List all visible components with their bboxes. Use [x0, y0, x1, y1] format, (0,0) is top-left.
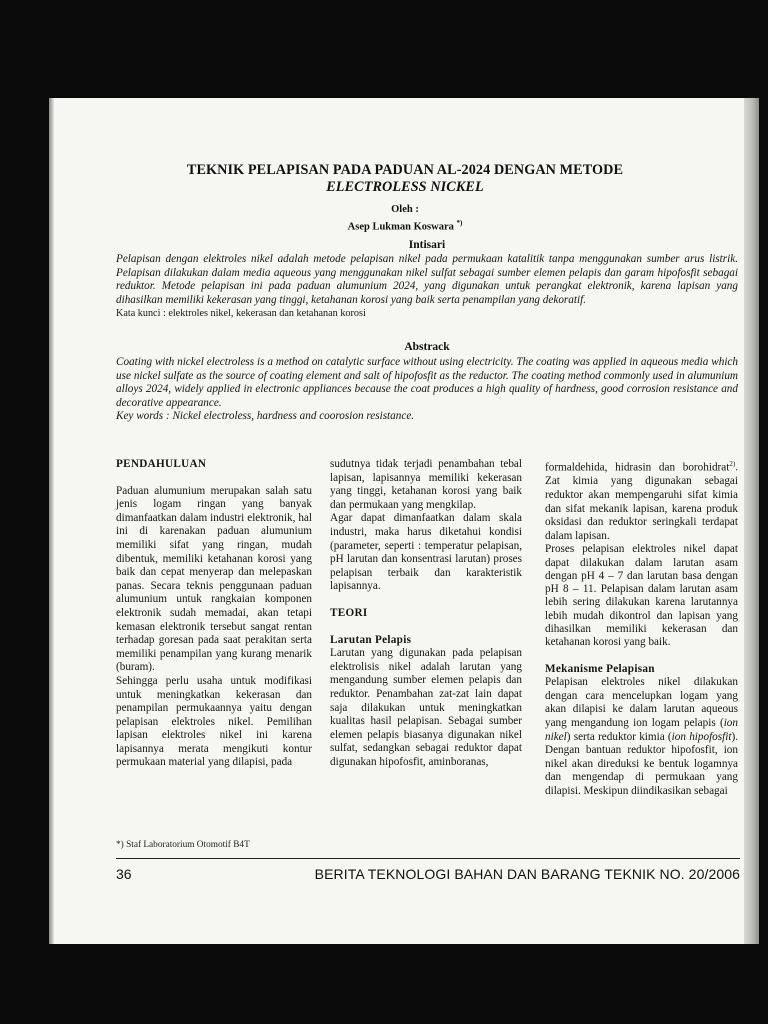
mek-ion-hipofosfit: ion hipofosfit	[671, 730, 732, 743]
running-footer-title: BERITA TEKNOLOGI BAHAN DAN BARANG TEKNIK NO. 20/2006	[314, 866, 740, 882]
byline-label: Oleh :	[391, 204, 419, 215]
column-2	[330, 458, 522, 769]
col2-paragraph-2: Agar dapat dimanfaatkan dalam skala industri, maka harus diketahui kondisi (parameter, seperti : temperatur pelapisan, pH larutan dan konsentrasi larutan) proses pelapisan terbaik dan karakteristik lapisannya.	[330, 512, 522, 593]
author-footnote: *) Staf Laboratorium Otomotif B4T	[116, 840, 250, 850]
col3-paragraph-2	[545, 543, 738, 649]
mek-c: ). Dengan bantuan reduktor hipofosfit, ion nikel akan direduksi ke bentuk logamnya dan mengendap di permukaan yang dilapisi. Meskipun diindikasikan sebagai	[545, 730, 738, 798]
author-footnote-mark: *)	[456, 218, 463, 227]
intisari-section	[116, 253, 738, 321]
page-left-shadow	[49, 98, 54, 944]
intisari-keywords: Kata kunci : elektroles nikel, kekerasan dan ketahanan korosi	[116, 308, 366, 320]
paper-title	[120, 162, 690, 196]
mekanisme-heading: Mekanisme Pelapisan	[545, 662, 655, 675]
intisari-body: Pelapisan dengan elektroles nikel adalah metode pelapisan nikel pada permukaan katalitik tanpa menggunakan sumber arus listrik. Pelapisan dilakukan dalam media aqueous yang menggunakan nikel sulfat sebagai sumber elemen pelapis dan garam hipofosfit sebagai reduktor. Metode pelapisan ini pada paduan alumunium 2024, yang digunakan untuk perangkat elektronik, karena lapisan yang dihasilkan memiliki kekerasan yang tinggi, ketahanan korosi yang baik serta penampilan yang dekoratif.	[116, 253, 738, 306]
mek-b: ) serta reduktor kimia (	[566, 730, 672, 743]
author-line	[270, 217, 540, 234]
column-1	[116, 458, 312, 770]
title-line-2: ELECTROLESS NICKEL	[326, 179, 484, 195]
abstrack-section	[116, 356, 738, 424]
intisari-heading: Intisari	[408, 239, 446, 251]
col2-paragraph-1: sudutnya tidak terjadi penambahan tebal lapisan, lapisannya memiliki kekerasan yang tinggi, ketahanan korosi yang baik dan permukaan yang mengkilap.	[330, 458, 522, 511]
abstrack-body: Coating with nickel electroless is a method on catalytic surface without using electricity. The coating was applied in aqueous media which use nickel sulfate as the source of coating element and salt of hipofosfit as the reductor. The coating method commonly used in alumunium alloys 2024, widely applied in electronic appliances because the coat produces a high quality of hardness, good corrosion resistance and decorative appearance.	[116, 356, 738, 409]
abstrack-keywords: Key words : Nickel electroless, hardness and coorosion resistance.	[116, 410, 415, 423]
citation-mark: 2)	[729, 460, 736, 468]
pendahuluan-paragraph-2: Sehingga perlu usaha untuk modifikasi untuk meningkatkan kekerasan dan penampilan permukaannya yaitu dengan pelapisan elektroles nikel. Pemilihan lapisan elektroles nikel ini karena lapisannya merata mengikuti kontur permukaan material yang dilapisi, pada	[116, 674, 312, 769]
larutan-pelapis-paragraph: Larutan yang digunakan pada pelapisan elektrolisis nikel adalah larutan yang mengandung sumber elemen pelapis dan reduktor. Penambahan zat-zat lain dapat saja dilakukan untuk meningkatkan kualitas hasil pelapisan. Sebagai sumber elemen pelapis biasanya digunakan nikel sulfat, sedangkan sebagai reduktor dapat digunakan hipofosfit, aminboranas,	[330, 647, 522, 768]
pendahuluan-paragraph-1: Paduan alumunium merupakan salah satu jenis logam ringan yang banyak dimanfaatkan dalam industri elektronik, hal ini di karenakan paduan alumunium memiliki sifat yang ringan, mudah dibentuk, memiliki ketahanan korosi yang baik dan cepat menyerap dan melepaskan panas. Secara teknis penggunaan paduan alumunium untuk rangkaian komponen elektronik sudah memadai, akan tetapi kemasan elektronik tersebut sangat rentan terhadap goresan pada saat perakitan serta memiliki penampilan yang kurang menarik (buram).	[116, 484, 312, 674]
page-right-edge	[744, 98, 759, 944]
mek-a: Pelapisan elektroles nikel dilakukan dengan cara mencelupkan logam yang akan dilapisi ke dalam larutan aqueous yang mengandung ion logam pelapis (	[545, 676, 738, 730]
col3-paragraph-1	[545, 458, 738, 543]
mekanisme-paragraph	[545, 676, 738, 798]
larutan-pelapis-heading: Larutan Pelapis	[330, 633, 412, 646]
col3-p1-post: . Zat kimia yang digunakan sebagai reduktor akan mempengaruhi sifat kimia dan sifat mekanik lapisan, karena produk oksidasi dan reduktor seringkali terdapat dalam lapisan.	[545, 461, 738, 542]
footer-rule	[116, 858, 740, 859]
page-number: 36	[116, 866, 132, 882]
teori-heading: TEORI	[330, 606, 368, 619]
byline	[270, 204, 540, 234]
pendahuluan-heading: PENDAHULUAN	[116, 458, 207, 470]
col3-p1-pre: formaldehida, hidrasin dan borohidrat	[545, 461, 730, 474]
col3-p2-text: Proses pelapisan elektroles nikel dapat dapat dilakukan dalam larutan asam dengan pH 4 – 7 dan larutan basa dengan pH 8 – 11. Pelapisan dalam larutan asam lebih sering dilakukan karena larutannya lebih mudah dikontrol dan lapisan yang dihasilkan memiliki kekerasan dan ketahanan korosi yang baik.	[545, 543, 738, 649]
abstrack-heading: Abstrack	[404, 341, 450, 353]
author-name: Asep Lukman Koswara	[347, 221, 454, 232]
title-line-1: TEKNIK PELAPISAN PADA PADUAN AL-2024 DENGAN METODE	[186, 162, 624, 178]
mek-ion-nikel: ion nikel	[545, 717, 738, 743]
column-3	[545, 458, 738, 799]
